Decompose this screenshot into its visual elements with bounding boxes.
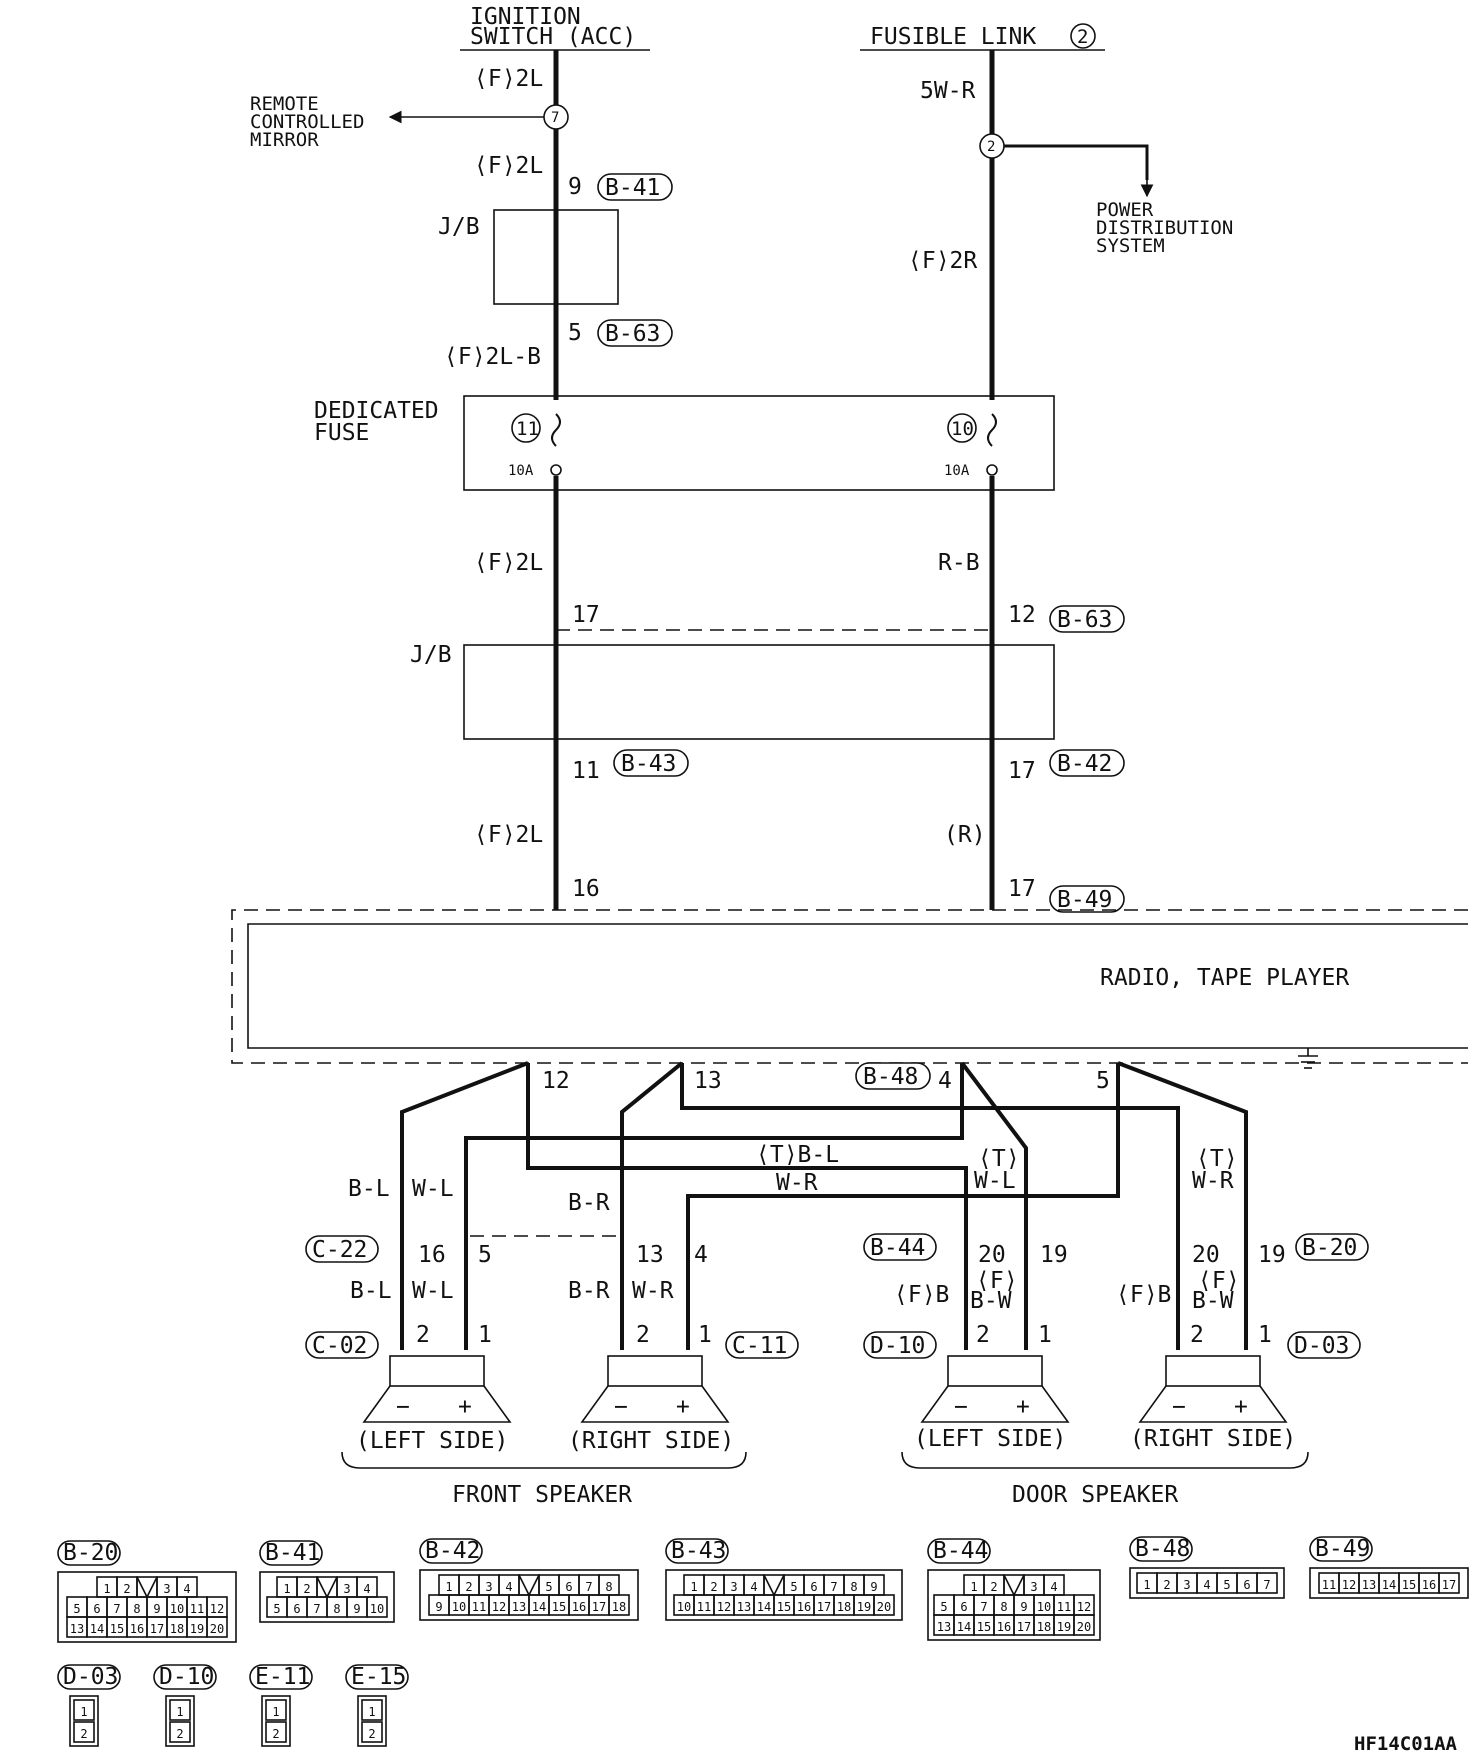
connector-pin: 11 bbox=[471, 1600, 487, 1614]
connector-pin: 5 bbox=[73, 1602, 81, 1616]
door-left-speaker bbox=[864, 1234, 1068, 1452]
fusible-link-number: 2 bbox=[1077, 26, 1089, 48]
connector-pin: 7 bbox=[113, 1602, 121, 1616]
pin-number: 2 bbox=[636, 1322, 650, 1348]
pin-number: 13 bbox=[694, 1068, 722, 1094]
positive-terminal: + bbox=[1016, 1394, 1030, 1420]
speaker-side-label: (RIGHT SIDE) bbox=[1130, 1426, 1297, 1452]
connector-pin: 14 bbox=[956, 1620, 972, 1634]
pin-number: 11 bbox=[572, 758, 600, 784]
connector-id: B-41 bbox=[265, 1540, 321, 1566]
speaker-side-label: (LEFT SIDE) bbox=[914, 1426, 1067, 1452]
connector-pin: 3 bbox=[1030, 1580, 1038, 1594]
remote-mirror-label-1: REMOTE bbox=[250, 93, 319, 115]
pin-number: 9 bbox=[568, 174, 582, 200]
connector-id: D-10 bbox=[159, 1664, 215, 1690]
pin-number: 2 bbox=[416, 1322, 430, 1348]
negative-terminal: − bbox=[1172, 1394, 1186, 1420]
connector-id: B-42 bbox=[425, 1538, 481, 1564]
wire-label: ⟨T⟩ bbox=[978, 1146, 1020, 1172]
connector-pin: 5 bbox=[940, 1600, 948, 1614]
connector-id: E-15 bbox=[351, 1664, 407, 1690]
ignition-label-2: SWITCH (ACC) bbox=[470, 24, 637, 50]
connector-id: E-11 bbox=[255, 1664, 311, 1690]
wire-label: 5W-R bbox=[920, 78, 976, 104]
connector-pin: 2 bbox=[1163, 1578, 1171, 1592]
connector-pin: 4 bbox=[363, 1582, 371, 1596]
speaker-side-label: (LEFT SIDE) bbox=[356, 1428, 509, 1454]
connector-pin: 17 bbox=[591, 1600, 607, 1614]
diagram-code: HF14C01AA bbox=[1354, 1733, 1457, 1755]
connector-pin: 6 bbox=[293, 1602, 301, 1616]
connector-pin: 17 bbox=[816, 1600, 832, 1614]
connector-pin: 4 bbox=[505, 1580, 513, 1594]
connector-pin: 12 bbox=[491, 1600, 507, 1614]
wire-label: W-L bbox=[412, 1278, 454, 1304]
speaker-harness bbox=[402, 1063, 1246, 1240]
connector-pin: 17 bbox=[149, 1622, 165, 1636]
connector-pin: 7 bbox=[585, 1580, 593, 1594]
connector-pin: 1 bbox=[1143, 1578, 1151, 1592]
wire-label: ⟨F⟩2L-B bbox=[444, 344, 541, 370]
connector-id: B-49 bbox=[1057, 887, 1113, 913]
negative-terminal: − bbox=[396, 1394, 410, 1420]
connector-pin: 3 bbox=[163, 1582, 171, 1596]
connector-pin: 10 bbox=[451, 1600, 467, 1614]
connector-pin: 7 bbox=[980, 1600, 988, 1614]
negative-terminal: − bbox=[614, 1394, 628, 1420]
speaker-side-label: (RIGHT SIDE) bbox=[568, 1428, 735, 1454]
wire-label: ⟨F⟩B bbox=[1116, 1282, 1172, 1308]
negative-terminal: − bbox=[954, 1394, 968, 1420]
connector-pin: 6 bbox=[810, 1580, 818, 1594]
wire-label: ⟨F⟩2L bbox=[474, 550, 544, 576]
wire-label: W-R bbox=[1192, 1168, 1234, 1194]
door-speaker-label: DOOR SPEAKER bbox=[1012, 1482, 1179, 1508]
connector-pin: 20 bbox=[209, 1622, 225, 1636]
connector-pin: 11 bbox=[1056, 1600, 1072, 1614]
connector-pin: 13 bbox=[736, 1600, 752, 1614]
connector-pin: 1 bbox=[283, 1582, 291, 1596]
pin-number: 12 bbox=[542, 1068, 570, 1094]
connector-pin: 1 bbox=[80, 1705, 88, 1719]
fuse-label-1: DEDICATED bbox=[314, 398, 439, 424]
connector-pin: 8 bbox=[605, 1580, 613, 1594]
connector-pin: 6 bbox=[1243, 1578, 1251, 1592]
fuse-amperage: 10A bbox=[944, 463, 970, 479]
front-left-speaker bbox=[306, 1176, 510, 1454]
connector-id: B-20 bbox=[63, 1540, 119, 1566]
pin-number: 2 bbox=[1190, 1322, 1204, 1348]
connector-pin: 11 bbox=[1321, 1578, 1337, 1592]
connector-pin: 2 bbox=[272, 1727, 280, 1741]
connector-id: B-44 bbox=[870, 1235, 926, 1261]
connector-id: D-03 bbox=[63, 1664, 119, 1690]
pin-number: 20 bbox=[1192, 1242, 1220, 1268]
pin-number: 13 bbox=[636, 1242, 664, 1268]
wire-label: ⟨T⟩B-L bbox=[756, 1142, 840, 1168]
fuse-amperage: 10A bbox=[508, 463, 534, 479]
connector-pin: 15 bbox=[776, 1600, 792, 1614]
connector-pin: 20 bbox=[876, 1600, 892, 1614]
pin-number: 19 bbox=[1040, 1242, 1068, 1268]
connector-id: B-49 bbox=[1315, 1536, 1371, 1562]
wire-label: ⟨T⟩ bbox=[1196, 1146, 1238, 1172]
connector-pin: 7 bbox=[313, 1602, 321, 1616]
wire-label: B-W bbox=[970, 1288, 1012, 1314]
wire-label: B-W bbox=[1192, 1288, 1234, 1314]
connector-pin: 4 bbox=[1050, 1580, 1058, 1594]
connector-pin: 5 bbox=[273, 1602, 281, 1616]
connector-id: B-44 bbox=[933, 1538, 989, 1564]
pin-number: 2 bbox=[976, 1322, 990, 1348]
fusible-link-header bbox=[860, 24, 1105, 50]
connector-pin: 16 bbox=[996, 1620, 1012, 1634]
pin-number: 20 bbox=[978, 1242, 1006, 1268]
dedicated-fuse-block bbox=[314, 396, 1054, 490]
connector-pin: 10 bbox=[676, 1600, 692, 1614]
connector-pin: 18 bbox=[611, 1600, 627, 1614]
connector-id: B-43 bbox=[671, 1538, 727, 1564]
connector-pin: 6 bbox=[565, 1580, 573, 1594]
power-dist-label-1: POWER bbox=[1096, 199, 1154, 221]
connector-pin: 1 bbox=[176, 1705, 184, 1719]
wire-label: W-L bbox=[974, 1168, 1016, 1194]
remote-mirror-label-3: MIRROR bbox=[250, 129, 319, 151]
connector-pin: 3 bbox=[343, 1582, 351, 1596]
connector-id: D-03 bbox=[1294, 1333, 1350, 1359]
pin-number: 19 bbox=[1258, 1242, 1286, 1268]
remote-mirror-label-2: CONTROLLED bbox=[250, 111, 365, 133]
radio-tape-player bbox=[232, 910, 1468, 1094]
wire-label: W-L bbox=[412, 1176, 454, 1202]
connector-id: B-41 bbox=[605, 175, 661, 201]
connector-pin: 1 bbox=[690, 1580, 698, 1594]
connector-pin: 9 bbox=[435, 1600, 443, 1614]
wire-label: ⟨F⟩ bbox=[1198, 1268, 1240, 1294]
connector-pin: 16 bbox=[796, 1600, 812, 1614]
connector-pin: 13 bbox=[1361, 1578, 1377, 1592]
connector-pin: 5 bbox=[1223, 1578, 1231, 1592]
connector-id: B-63 bbox=[1057, 607, 1113, 633]
connector-id: B-63 bbox=[605, 321, 661, 347]
pin-number: 1 bbox=[1258, 1322, 1272, 1348]
jb-label: J/B bbox=[438, 214, 480, 240]
connector-pin: 10 bbox=[1036, 1600, 1052, 1614]
pin-number: 17 bbox=[1008, 876, 1036, 902]
connector-pin: 2 bbox=[368, 1727, 376, 1741]
ignition-label-1: IGNITION bbox=[470, 4, 581, 30]
connector-id: B-48 bbox=[863, 1064, 919, 1090]
connector-pin: 8 bbox=[133, 1602, 141, 1616]
wire-label: ⟨F⟩2L bbox=[474, 66, 544, 92]
connector-pin: 13 bbox=[936, 1620, 952, 1634]
connector-pin: 12 bbox=[716, 1600, 732, 1614]
pin-number: 12 bbox=[1008, 602, 1036, 628]
pin-number: 4 bbox=[938, 1068, 952, 1094]
connector-pin: 14 bbox=[756, 1600, 772, 1614]
wire-label: ⟨F⟩2R bbox=[908, 248, 978, 274]
connector-pin: 4 bbox=[1203, 1578, 1211, 1592]
connector-pin: 1 bbox=[103, 1582, 111, 1596]
connector-pin: 9 bbox=[153, 1602, 161, 1616]
connector-pin: 2 bbox=[303, 1582, 311, 1596]
pin-number: 1 bbox=[478, 1322, 492, 1348]
connector-pin: 7 bbox=[1263, 1578, 1271, 1592]
connector-pin: 11 bbox=[189, 1602, 205, 1616]
connector-id: B-42 bbox=[1057, 751, 1113, 777]
connector-pin: 18 bbox=[1036, 1620, 1052, 1634]
jb-middle-circuit bbox=[410, 476, 1124, 913]
connector-face-views bbox=[58, 1536, 1468, 1746]
connector-pin: 16 bbox=[129, 1622, 145, 1636]
door-right-speaker bbox=[1116, 1234, 1368, 1452]
connector-pin: 2 bbox=[123, 1582, 131, 1596]
ignition-switch-header bbox=[460, 4, 650, 50]
connector-pin: 20 bbox=[1076, 1620, 1092, 1634]
connector-pin: 2 bbox=[990, 1580, 998, 1594]
connector-pin: 1 bbox=[272, 1705, 280, 1719]
right-upper-circuit bbox=[908, 50, 1233, 400]
left-upper-circuit bbox=[250, 50, 672, 400]
pin-number: 16 bbox=[572, 876, 600, 902]
speaker-groups bbox=[342, 1452, 1308, 1508]
connector-id: C-02 bbox=[312, 1333, 368, 1359]
connector-pin: 5 bbox=[790, 1580, 798, 1594]
wire-label: W-R bbox=[776, 1170, 818, 1196]
connector-pin: 12 bbox=[1341, 1578, 1357, 1592]
connector-pin: 17 bbox=[1016, 1620, 1032, 1634]
connector-pin: 2 bbox=[176, 1727, 184, 1741]
connector-pin: 8 bbox=[333, 1602, 341, 1616]
splice-number: 7 bbox=[551, 110, 560, 126]
connector-pin: 5 bbox=[545, 1580, 553, 1594]
connector-pin: 12 bbox=[1076, 1600, 1092, 1614]
connector-pin: 9 bbox=[1020, 1600, 1028, 1614]
positive-terminal: + bbox=[676, 1394, 690, 1420]
connector-pin: 19 bbox=[856, 1600, 872, 1614]
connector-pin: 14 bbox=[1381, 1578, 1397, 1592]
pin-number: 17 bbox=[1008, 758, 1036, 784]
connector-pin: 14 bbox=[89, 1622, 105, 1636]
connector-id: C-11 bbox=[732, 1333, 788, 1359]
wire-label: (R) bbox=[944, 822, 986, 848]
connector-id: D-10 bbox=[870, 1333, 926, 1359]
splice-number: 2 bbox=[987, 139, 996, 155]
front-right-speaker bbox=[568, 1190, 798, 1454]
wire-label: B-R bbox=[568, 1278, 610, 1304]
fusible-link-label: FUSIBLE LINK bbox=[870, 24, 1037, 50]
connector-pin: 9 bbox=[353, 1602, 361, 1616]
connector-pin: 13 bbox=[511, 1600, 527, 1614]
wire-label: ⟨F⟩2L bbox=[474, 822, 544, 848]
pin-number: 17 bbox=[572, 602, 600, 628]
wire-label: ⟨F⟩B bbox=[894, 1282, 950, 1308]
connector-id: B-43 bbox=[621, 751, 677, 777]
connector-pin: 8 bbox=[850, 1580, 858, 1594]
connector-pin: 13 bbox=[69, 1622, 85, 1636]
connector-pin: 12 bbox=[209, 1602, 225, 1616]
connector-pin: 3 bbox=[730, 1580, 738, 1594]
connector-pin: 4 bbox=[183, 1582, 191, 1596]
fuse-number: 10 bbox=[951, 418, 974, 440]
connector-pin: 14 bbox=[531, 1600, 547, 1614]
connector-pin: 2 bbox=[465, 1580, 473, 1594]
connector-pin: 1 bbox=[445, 1580, 453, 1594]
wire-label: B-L bbox=[350, 1278, 392, 1304]
connector-pin: 19 bbox=[1056, 1620, 1072, 1634]
pin-number: 5 bbox=[1096, 1068, 1110, 1094]
pin-number: 1 bbox=[1038, 1322, 1052, 1348]
connector-pin: 15 bbox=[109, 1622, 125, 1636]
connector-pin: 4 bbox=[750, 1580, 758, 1594]
radio-label: RADIO, TAPE PLAYER bbox=[1100, 965, 1350, 991]
connector-pin: 10 bbox=[169, 1602, 185, 1616]
connector-id: B-48 bbox=[1135, 1536, 1191, 1562]
wire-label: B-L bbox=[348, 1176, 390, 1202]
pin-number: 16 bbox=[418, 1242, 446, 1268]
connector-pin: 15 bbox=[976, 1620, 992, 1634]
wire-label: R-B bbox=[938, 550, 980, 576]
connector-pin: 16 bbox=[1421, 1578, 1437, 1592]
connector-pin: 11 bbox=[696, 1600, 712, 1614]
power-dist-label-3: SYSTEM bbox=[1096, 235, 1165, 257]
pin-number: 5 bbox=[568, 320, 582, 346]
wire-label: ⟨F⟩2L bbox=[474, 153, 544, 179]
connector-pin: 18 bbox=[836, 1600, 852, 1614]
connector-pin: 9 bbox=[870, 1580, 878, 1594]
connector-pin: 8 bbox=[1000, 1600, 1008, 1614]
pin-number: 5 bbox=[478, 1242, 492, 1268]
wire-label: W-R bbox=[632, 1278, 674, 1304]
connector-pin: 15 bbox=[1401, 1578, 1417, 1592]
connector-pin: 1 bbox=[368, 1705, 376, 1719]
fuse-label-2: FUSE bbox=[314, 420, 370, 446]
front-speaker-label: FRONT SPEAKER bbox=[452, 1482, 633, 1508]
connector-id: B-20 bbox=[1302, 1235, 1358, 1261]
connector-pin: 3 bbox=[1183, 1578, 1191, 1592]
connector-pin: 6 bbox=[960, 1600, 968, 1614]
connector-pin: 10 bbox=[369, 1602, 385, 1616]
connector-pin: 3 bbox=[485, 1580, 493, 1594]
connector-pin: 2 bbox=[80, 1727, 88, 1741]
connector-pin: 6 bbox=[93, 1602, 101, 1616]
connector-pin: 2 bbox=[710, 1580, 718, 1594]
connector-pin: 19 bbox=[189, 1622, 205, 1636]
connector-pin: 15 bbox=[551, 1600, 567, 1614]
connector-pin: 1 bbox=[970, 1580, 978, 1594]
connector-pin: 18 bbox=[169, 1622, 185, 1636]
positive-terminal: + bbox=[1234, 1394, 1248, 1420]
connector-id: C-22 bbox=[312, 1237, 368, 1263]
fuse-number: 11 bbox=[516, 418, 539, 440]
pin-number: 1 bbox=[698, 1322, 712, 1348]
wire-label: ⟨F⟩ bbox=[976, 1268, 1018, 1294]
jb-label: J/B bbox=[410, 642, 452, 668]
connector-pin: 17 bbox=[1441, 1578, 1457, 1592]
wire-label: B-R bbox=[568, 1190, 610, 1216]
connector-pin: 16 bbox=[571, 1600, 587, 1614]
power-dist-label-2: DISTRIBUTION bbox=[1096, 217, 1234, 239]
pin-number: 4 bbox=[694, 1242, 708, 1268]
positive-terminal: + bbox=[458, 1394, 472, 1420]
connector-pin: 7 bbox=[830, 1580, 838, 1594]
